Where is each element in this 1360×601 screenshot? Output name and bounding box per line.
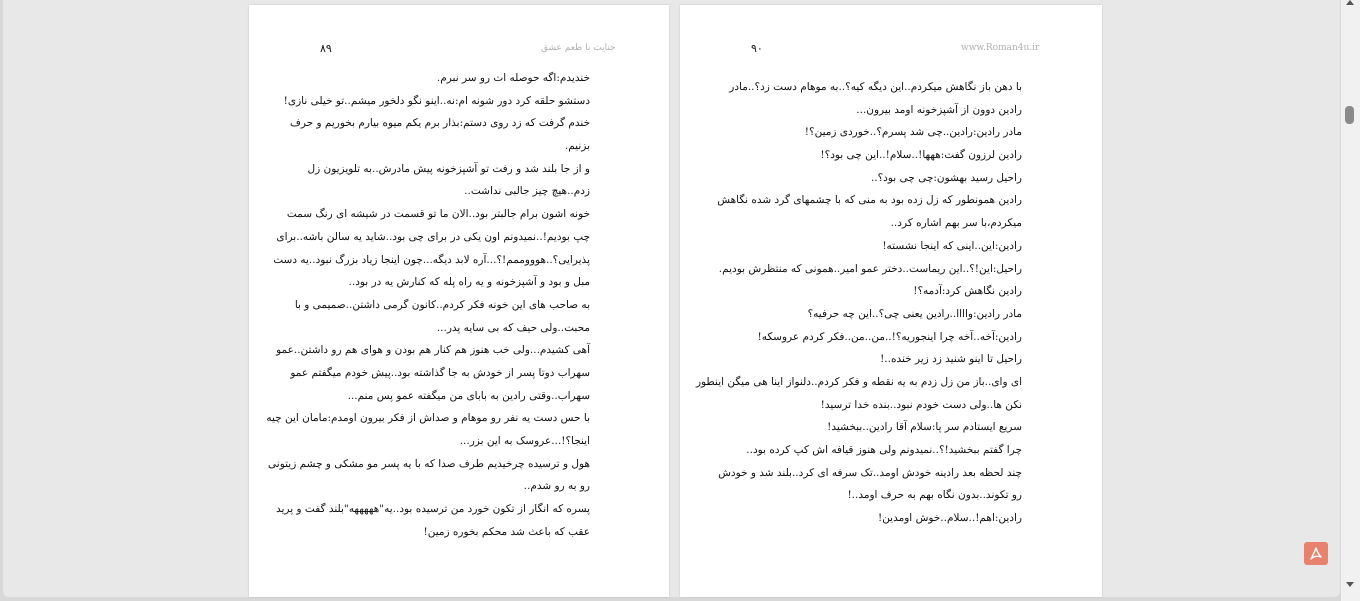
text-line: و از جا بلند شد و رفت تو آشپزخونه پیش مادرش..به تلویزیون زل bbox=[307, 162, 590, 175]
text-line: سهراب..وقتی رادین به بابای من میگفته عمو پس منم... bbox=[347, 389, 590, 402]
text-line: رو به رو شدم.. bbox=[523, 480, 590, 493]
text-line: راحیل رسید بهشون:چی چی بود؟.. bbox=[870, 171, 1022, 184]
text-line: بزنیم. bbox=[564, 140, 590, 153]
text-line: رادین لرزون گفت:ههها!..سلام!..این چی بود؟! bbox=[820, 149, 1022, 162]
text-line: چپ بودیم!..نمیدونم اون یکی در برای چی بود..شاید یه سالن باشه..برای bbox=[276, 230, 590, 243]
text-line: سهراب دوتا پسر از خودش به جا گذاشته بود..پیش خودم میگفتم عمو bbox=[290, 366, 590, 379]
text-line: زدم..هیچ چیز جالبی نداشت.. bbox=[464, 185, 590, 198]
text-line: اینجا؟!...عروسک به این بزر... bbox=[459, 435, 590, 447]
text-line: رادین دوون از آشپزخونه اومد بیرون... bbox=[856, 103, 1022, 116]
page-header-website: www.Roman4u.ir bbox=[961, 43, 1040, 53]
scroll-down-arrow-icon[interactable] bbox=[1346, 582, 1354, 587]
text-line: مادر رادین:واااا..رادین یعنی چی؟..این چه حرفیه؟ bbox=[807, 307, 1022, 320]
text-line: با حس دست یه نفر رو موهام و صداش از فکر بیرون اومدم:مامان این چیه bbox=[266, 412, 590, 425]
vertical-scrollbar[interactable] bbox=[1341, 0, 1360, 601]
page-body-text bbox=[266, 67, 590, 543]
text-line: عقب که باعث شد محکم بخوره زمین! bbox=[423, 525, 590, 538]
text-line: محبت..ولی حیف که بی سایه پدر... bbox=[436, 321, 590, 334]
text-line: رادین:این..اینی که اینجا نشسته! bbox=[882, 239, 1022, 252]
document-area[interactable] bbox=[3, 0, 1340, 597]
text-line: رادین همونطور که زل زده بود به منی که با چشمهای گرد شده نگاهش bbox=[717, 194, 1022, 207]
text-line: چرا گفتم ببخشید!؟..نمیدونم ولی هنوز قیافه اش کپ کرده بود.. bbox=[746, 444, 1022, 456]
text-line: رو تکوند..بدون نگاه بهم به حرف اومد..! bbox=[847, 489, 1022, 502]
text-line: میکردم،با سر بهم اشاره کرد.. bbox=[890, 217, 1022, 230]
text-line: دستشو حلقه کرد دور شونه ام:نه..اینو نگو دلخور میشم..تو خیلی نازی! bbox=[283, 94, 590, 107]
page-header-title: جنایت با طعم عشق bbox=[541, 43, 616, 53]
text-line: رادین:آخه..آخه چرا اینجوریه؟!..من..من..فکر کردم عروسکه! bbox=[757, 330, 1022, 343]
page-number: ۸۹ bbox=[320, 42, 332, 55]
text-line: ای وای..باز من زل زدم به یه نقطه و فکر کردم..دلنواز اینا هی میگن اینطور bbox=[695, 375, 1022, 388]
page-90 bbox=[680, 5, 1102, 597]
acrobat-logo-icon bbox=[1308, 546, 1324, 562]
text-line: به صاحب های این خونه فکر کردم..کانون گرمی داشتن..صمیمی و با bbox=[294, 298, 590, 311]
text-line: خندیدم:اگه حوصله ات رو سر نبرم. bbox=[436, 72, 590, 84]
text-line: رادین:اهم!..سلام..خوش اومدین! bbox=[877, 512, 1022, 525]
scroll-up-arrow-icon[interactable] bbox=[1346, 0, 1354, 5]
text-line: راحیل تا اینو شنید زد زیر خنده..! bbox=[880, 353, 1022, 366]
text-line: مبل و بود و آشپزخونه و یه راه پله که کنارش یه در بود.. bbox=[348, 276, 590, 289]
text-line: مادر رادین:رادین..چی شد پسرم؟..خوردی زمین؟! bbox=[804, 126, 1022, 139]
text-line: هول و ترسیده چرخیدیم طرف صدا که با یه پسر مو مشکی و چشم زیتونی bbox=[268, 457, 590, 470]
text-line: پسره که انگار از تکون خورد من ترسیده بود..یه"هههههه"بلند گفت و پرید bbox=[275, 503, 590, 516]
pdf-acrobat-icon[interactable] bbox=[1304, 542, 1328, 565]
text-line: خندم گرفت که زد روی دستم:بذار برم یکم میوه بیارم بخوریم و حرف bbox=[289, 117, 590, 130]
text-line: راحیل:این!؟..این ریماست..دختر عمو امیر..همونی که منتظرش بودیم. bbox=[718, 262, 1022, 275]
text-line: نکن ها..ولی دست خودم نبود..بنده خدا ترسید! bbox=[820, 398, 1022, 411]
page-number: ۹۰ bbox=[751, 42, 763, 55]
text-line: چند لحظه بعد رادینه خودش اومد..تک سرفه ای کرد..بلند شد و خودش bbox=[718, 466, 1022, 479]
scroll-thumb[interactable] bbox=[1345, 106, 1354, 124]
text-line: پذیرایی؟..هوووممم!؟...آره لابد دیگه...چون اینجا زیاد بزرگ نبود..یه دست bbox=[273, 253, 590, 266]
text-line: با دهن باز نگاهش میکردم..این دیگه کیه؟..به موهام دست زد؟..مادر bbox=[729, 81, 1022, 93]
text-line: آهی کشیدم...ولی خب هنوز هم کنار هم بودن و هوای هم رو داشتن..عمو bbox=[276, 344, 590, 357]
text-line: سریع ایستادم سر پا:سلام آقا رادین..ببخشید! bbox=[827, 421, 1022, 434]
page-89 bbox=[249, 5, 669, 597]
text-line: خونه اشون برام جالبتر بود..الان ما تو قسمت در شیشه ای رنگ سمت bbox=[286, 208, 590, 221]
page-body-text bbox=[695, 76, 1022, 530]
text-line: رادین نگاهش کرد:آدمه؟! bbox=[913, 285, 1022, 298]
